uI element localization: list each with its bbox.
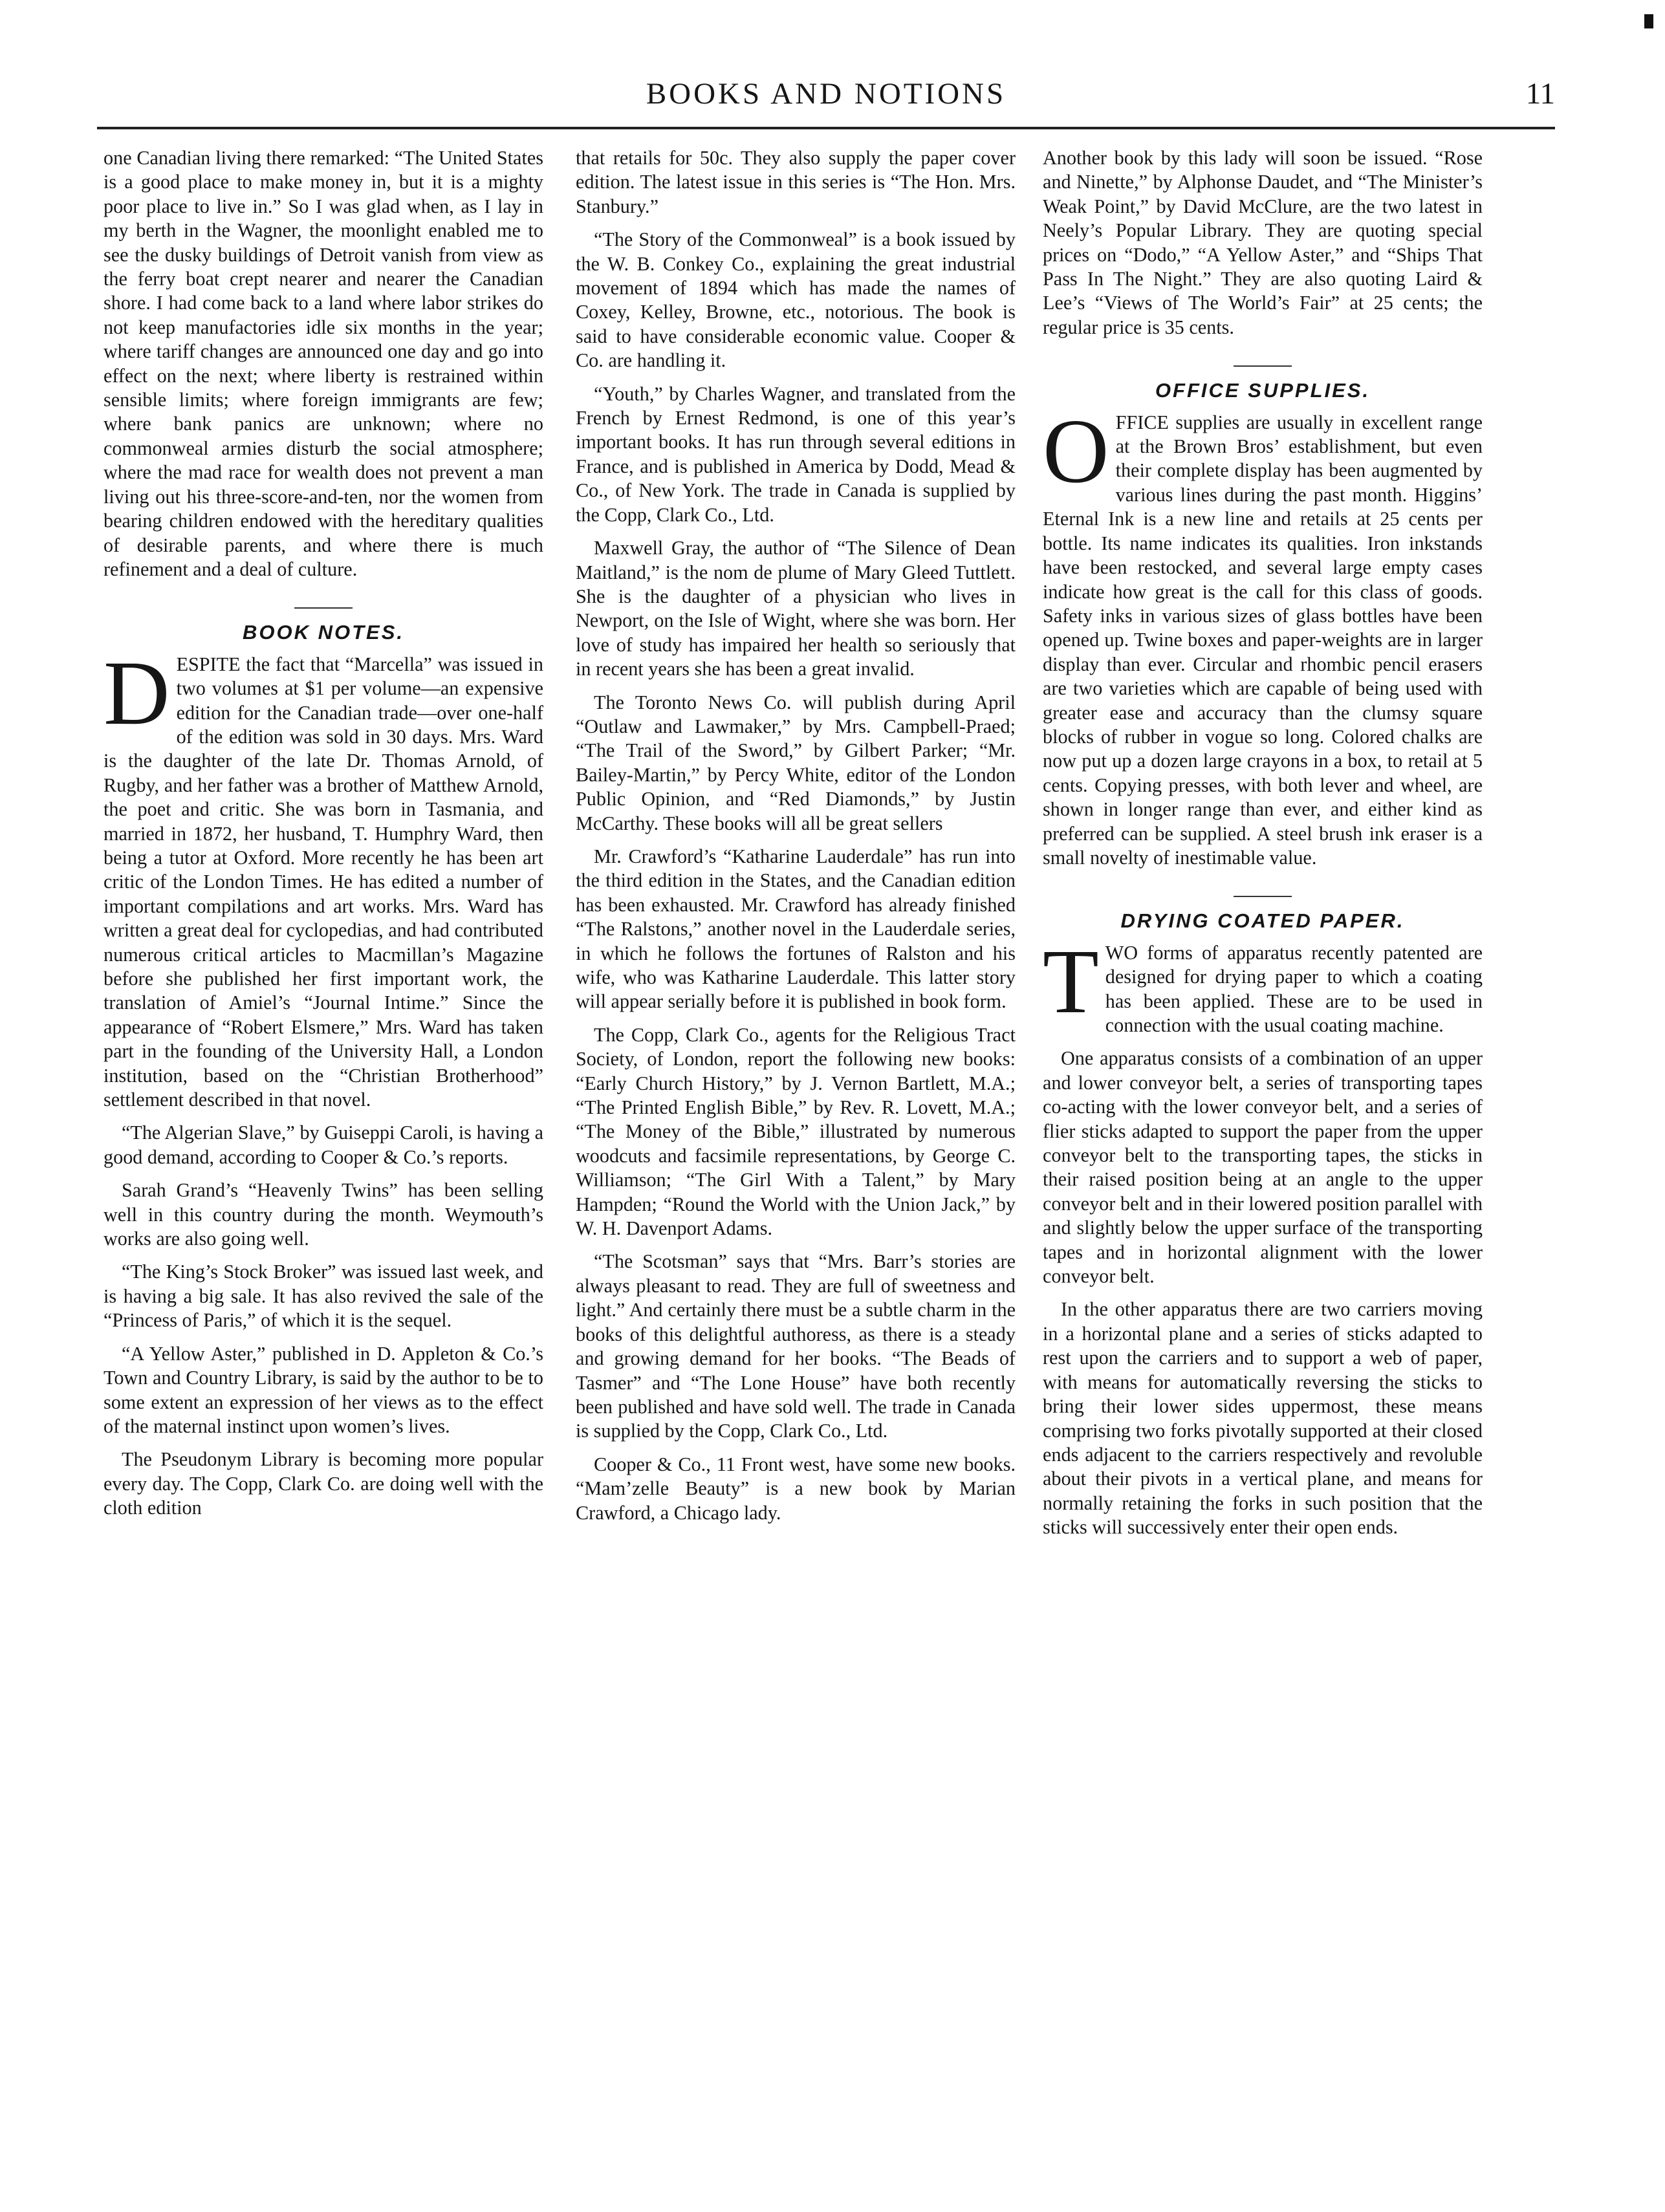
paragraph-pseudonym-library: The Pseudonym Library is becoming more popular every day. The Copp, Clark Co. are doing well with the cloth edition [103, 1448, 543, 1519]
paragraph-yellow-aster: “A Yellow Aster,” published in D. Appleton & Co.’s Town and Country Library, is said by the author to be to some extent an expression of her views as to the effect of the maternal instinct upon women’s lives. [103, 1342, 543, 1437]
paragraph-youth: “Youth,” by Charles Wagner, and translated from the French by Ernest Redmond, is one of this year’s important books. It has run through several editions in France, and is published in America by Dodd, Mead & Co., of New York. The trade in Canada is supplied by the Copp, Clark Co., Ltd. [576, 382, 1016, 526]
paragraph-cooper: Cooper & Co., 11 Front west, have some new books. “Mam’zelle Beauty” is a new book by Marian Crawford, a Chicago lady. [576, 1453, 1016, 1524]
section-divider [1043, 349, 1483, 364]
scan-edge-mark [1644, 14, 1653, 28]
running-title: BOOKS AND NOTIONS [646, 77, 1007, 111]
paragraph-heavenly-twins: Sarah Grand’s “Heavenly Twins” has been selling well in this country during the month. Weymouth’s works are also going well. [103, 1179, 543, 1250]
column-3 [1043, 146, 1483, 1549]
paragraph-marcella [103, 641, 543, 1112]
drop-cap-t: T [1043, 929, 1099, 1032]
page-header [97, 76, 1555, 116]
heading-drying-coated-paper: DRYING COATED PAPER. [1120, 909, 1405, 933]
paragraph-crawford: Mr. Crawford’s “Katharine Lauderdale” has run into the third edition in the States, and the Canadian edition has been exhausted. Mr. Crawford has already finished “The Ralstons,” another novel in the Lauderdale series, in which he follows the fortunes of Ralston and his wife, who was Katharine Lauderdale. This latter story will appear serially before it is published in book form. [576, 845, 1016, 1013]
section-divider [103, 591, 543, 606]
drop-cap-o: O [1043, 399, 1109, 502]
paragraph-office-supplies [1043, 399, 1483, 871]
paragraph-toronto-news: The Toronto News Co. will publish during April “Outlaw and Lawmaker,” by Mrs. Campbell-Praed; “The Trail of the Sword,” by Gilbert Parker; “Mr. Bailey-Martin,” by Percy White, editor of the London Public Opinion, and “Red Diamonds,” by Justin McCarthy. These books will all be great sellers [576, 691, 1016, 834]
paragraph-two-forms-text: WO forms of apparatus recently patented are designed for drying paper to which a coating has been applied. These are to be used in connection with the usual coating machine. [1105, 941, 1483, 1036]
paragraph-maxwell-gray: Maxwell Gray, the author of “The Silence of Dean Maitland,” is the nom de plume of Mary Gleed Tuttlett. She is the daughter of a physician who lives in Newport, on the Isle of Wight, where she was born. Her love of study has impaired her health so seriously that in recent years she has been a great invalid. [576, 537, 1016, 680]
column-1 [103, 146, 543, 1530]
section-divider [1043, 879, 1483, 895]
paragraph-intro: one Canadian living there remarked: “The United States is a good place to make money in, but it is a mighty poor place to live in.” So I was glad when, as I lay in my berth in the Wagner, the moonlight enabled me to see the dusky buildings of Detroit vanish from view as the ferry boat crept nearer and nearer the Canadian shore. I had come back to a land where labor strikes do not keep manufactories idle six months in the year; where tariff changes are announced one day and go into effect on the next; where liberty is restrained within sensible limits; where foreign immigrants are few; where bank panics are unknown; where no commonweal armies disturb the social atmosphere; where the mad race for wealth does not prevent a man living out his three-score-and-ten, nor the women from bearing children endowed with the hereditary qualities of desirable parents, and where there is much refinement and a deal of culture. [103, 147, 543, 580]
paragraph-copp-clark: The Copp, Clark Co., agents for the Religious Tract Society, of London, report the following new books: “Early Church History,” by J. Vernon Bartlett, M.A.; “The Printed English Bible,” by Rev. R. Lovett, M.A.; “The Money of the Bible,” illustrated by numerous woodcuts and facsimile representations, by George C. Williamson; “The Girl With a Talent,” by Mary Hampden; “Round the World with the Union Jack,” by W. H. Davenport Adams. [576, 1023, 1016, 1240]
paragraph-one-apparatus: One apparatus consists of a combination of an upper and lower conveyor belt, a series of transporting tapes co-acting with the lower conveyor belt, and a series of flier sticks adapted to support the paper from the upper conveyor belt to the transporting tapes, the sticks in their raised position being at an angle to the upper conveyor belt and in their lowered position parallel with and slightly below the upper surface of the transporting tapes and in horizontal alignment with the lower conveyor belt. [1043, 1047, 1483, 1288]
paragraph-continuation: that retails for 50c. They also supply the paper cover edition. The latest issue in this series is “The Hon. Mrs. Stanbury.” [576, 147, 1016, 217]
paragraph-another-book: Another book by this lady will soon be issued. “Rose and Ninette,” by Alphonse Daudet, and “The Minister’s Weak Point,” by David McClure, are the two latest in Neely’s Popular Library. They are quoting special prices on “Dodo,” “A Yellow Aster,” and “Ships That Pass In The Night.” They are also quoting Laird & Lee’s “Views of The World’s Fair” at 25 cents; the regular price is 35 cents. [1043, 147, 1483, 338]
paragraph-commonweal: “The Story of the Commonweal” is a book issued by the W. B. Conkey Co., explaining the great industrial movement of 1894 which has made the names of Coxey, Kelley, Browne, etc., notorious. The book is said to have considerable economic value. Cooper & Co. are handling it. [576, 228, 1016, 372]
paragraph-algerian-slave: “The Algerian Slave,” by Guiseppi Caroli, is having a good demand, according to Cooper & Co.’s reports. [103, 1122, 543, 1168]
paragraph-kings-stock-broker: “The King’s Stock Broker” was issued last week, and is having a big sale. It has also revived the sale of the “Princess of Paris,” of which it is the sequel. [103, 1261, 543, 1332]
page-number: 11 [1525, 77, 1555, 111]
paragraph-scotsman: “The Scotsman” says that “Mrs. Barr’s stories are always pleasant to read. They are full of sweetness and light.” And certainly there must be a subtle charm in the books of this delightful authoress, as there is a steady and growing demand for her books. “The Beads of Tasmer” and “The Lone House” have both recently been published and have sold well. The trade in Canada is supplied by the Copp, Clark Co., Ltd. [576, 1250, 1016, 1442]
heading-book-notes: BOOK NOTES. [242, 621, 404, 644]
heading-office-supplies: OFFICE SUPPLIES. [1155, 379, 1371, 402]
paragraph-two-forms [1043, 929, 1483, 1038]
paragraph-other-apparatus: In the other apparatus there are two carriers moving in a horizontal plane and a series of sticks adapted to rest upon the carriers and to support a web of paper, with means for automatically reversing the sticks to bring their lower sides uppermost, these means comprising two forks pivotally supported at their closed ends adjacent to the carriers respectively and revoluble about their pivots in a vertical plane, and means for normally retaining the forks in such position that the sticks will successively enter their open ends. [1043, 1298, 1483, 1539]
paragraph-office-supplies-text: FFICE supplies are usually in excellent range at the Brown Bros’ establishment, but even their complete display has been augmented by various lines during the past month. Higgins’ Eternal Ink is a new line and retails at 25 cents per bottle. Its name indicates its qualities. Iron inkstands have been restocked, and several large empty cases indicate how great is the call for this class of goods. Safety inks in various sizes of glass bottles have been opened up. Twine boxes and paper-weights are in larger display than ever. Circular and rhombic pencil erasers are two varieties which are capable of being used with greater ease and accuracy than the clumsy square blocks of rubber in vogue so long. Colored chalks are now put up a dozen large crayons in a box, to retail at 5 cents. Copying presses, with both lever and wheel, are shown in longer range than ever, and either kind as preferred can be supplied. A steel brush ink eraser is a small novelty of inestimable value. [1043, 411, 1483, 869]
paragraph-marcella-text: ESPITE the fact that “Marcella” was issued in two volumes at $1 per volume—an expensive edition for the Canadian trade—over one-half of the edition was sold in 30 days. Mrs. Ward is the daughter of the late Dr. Thomas Arnold, of Rugby, and her father was a brother of Matthew Arnold, the poet and critic. She was born in Tasmania, and married in 1872, her husband, T. Humphry Ward, then being a tutor at Oxford. More recently he has been art critic of the London Times. He has edited a number of important compilations and art works. Mrs. Ward has written a great deal for cyclopedias, and had contributed numerous critical articles to Macmillan’s Magazine before she published her first important work, the translation of Amiel’s “Journal Intime.” Since the appearance of “Robert Elsmere,” Mrs. Ward has taken part in the founding of the University Hall, a London institution, based on the “Christian Brotherhood” settlement described in that novel. [103, 653, 543, 1111]
drop-cap-d: D [103, 641, 170, 744]
header-rule [97, 127, 1555, 129]
column-2 [576, 146, 1016, 1534]
